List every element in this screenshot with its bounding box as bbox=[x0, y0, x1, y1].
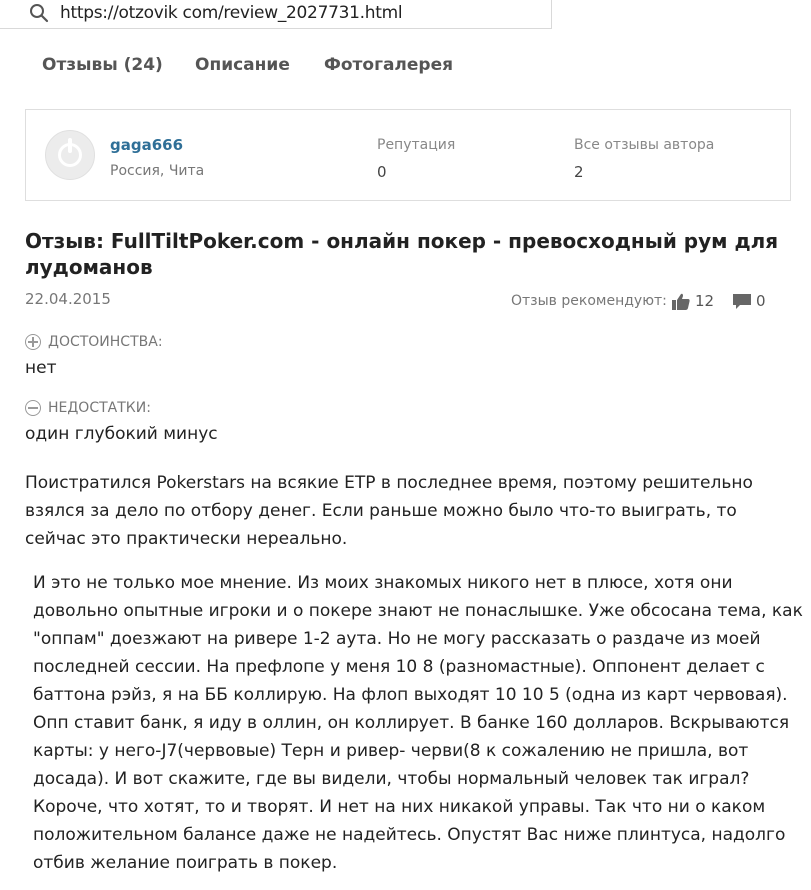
cons-value: один глубокий минус bbox=[25, 424, 218, 444]
address-bar[interactable] bbox=[0, 0, 552, 29]
tab-photo-gallery[interactable]: Фотогалерея bbox=[324, 55, 454, 75]
comment-icon[interactable] bbox=[732, 292, 752, 311]
recommend-label: Отзыв рекомендуют: bbox=[511, 293, 667, 309]
author-name-link[interactable]: gaga666 bbox=[110, 136, 184, 154]
all-reviews-count[interactable]: 2 bbox=[574, 163, 584, 181]
comments-count: 0 bbox=[756, 292, 766, 310]
reputation-label: Репутация bbox=[377, 137, 456, 153]
review-paragraph-2: И это не только мое мнение. Из моих знакомых никого нет в плюсе, хотя они довольно опытные игроки и о покере знают не понаслышке. Уже обсосана тема, как "оппам" доезжают на ривере 1-2 аута. Но не могу рассказать о раздаче из моей последней сессии. На префлопе у меня 10 8 (разномастные). Оппонент делает с баттона рэйз, я на ББ коллирую. На флоп выходят 10 10 5 (одна из карт червовая). Опп ставит банк, я иду в оллин, он коллирует. В банке 160 долларов. Вскрываются карты: у него-J7(червовые) Терн и ривер- черви(8 к сожалению не пришла, вот досада). И вот скажите, где вы видели, чтобы нормальный человек так играл? Короче, что хотят, то и творят. И нет на них никакой управы. Так что ни о каком положительном балансе даже не надейтесь. Опустят Вас ниже плинтуса, надолго отбив желание поиграть в покер. bbox=[33, 573, 803, 873]
tab-reviews[interactable]: Отзывы (24) bbox=[42, 55, 163, 75]
review-title: Отзыв: FullTiltPoker.com - онлайн покер - превосходный рум для лудоманов bbox=[25, 229, 779, 279]
search-icon bbox=[28, 2, 50, 24]
review-paragraph-1: Поистратился Pokerstars на всякие ETP в последнее время, поэтому решительно взялся за дело по отбору денег. Если раньше можно было что-то выиграть, то сейчас это практически нереально. bbox=[25, 473, 753, 549]
power-icon-line bbox=[68, 138, 72, 153]
thumbs-up-icon[interactable] bbox=[671, 292, 691, 312]
likes-count: 12 bbox=[695, 292, 715, 310]
pros-value: нет bbox=[25, 358, 57, 378]
avatar[interactable] bbox=[45, 130, 95, 180]
pros-label: ДОСТОИНСТВА: bbox=[48, 334, 163, 350]
minus-circle-icon bbox=[25, 400, 41, 416]
all-reviews-link[interactable]: Все отзывы автора bbox=[574, 137, 715, 153]
author-card bbox=[25, 109, 791, 201]
tab-description[interactable]: Описание bbox=[195, 55, 290, 75]
author-location: Россия, Чита bbox=[110, 163, 205, 179]
reputation-value: 0 bbox=[377, 163, 387, 181]
plus-circle-icon bbox=[25, 334, 41, 350]
url-text[interactable]: https://otzovik com/review_2027731.html bbox=[60, 3, 403, 23]
cons-label: НЕДОСТАТКИ: bbox=[48, 400, 151, 416]
review-date: 22.04.2015 bbox=[25, 290, 111, 308]
